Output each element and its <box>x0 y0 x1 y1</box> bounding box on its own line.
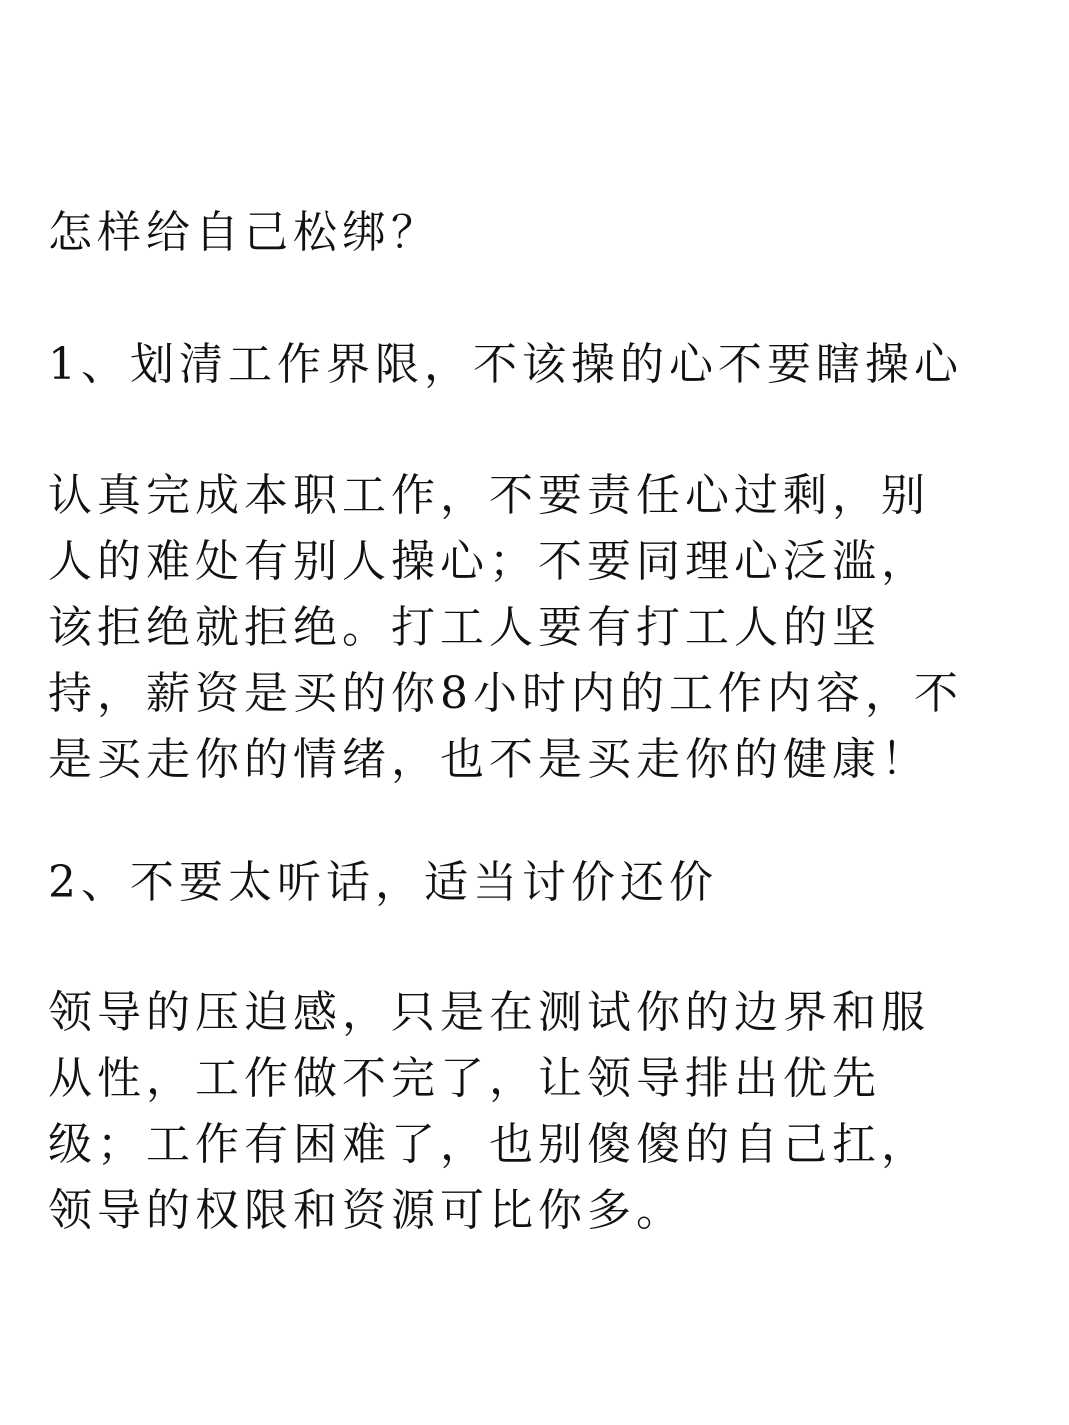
section-2-line: 领导的权限和资源可比你多。 <box>48 1185 685 1236</box>
section-2-line: 领导的压迫感，只是在测试你的边界和服 <box>48 987 930 1038</box>
section-1-line: 持，薪资是买的你8小时内的工作内容，不 <box>48 668 963 719</box>
section-1-line: 是买走你的情绪，也不是买走你的健康！ <box>48 734 930 785</box>
section-1-line: 该拒绝就拒绝。打工人要有打工人的坚 <box>48 602 881 653</box>
section-1-line: 人的难处有别人操心；不要同理心泛滥， <box>48 536 930 587</box>
section-1-heading: 1、划清工作界限，不该操的心不要瞎操心 <box>48 339 963 390</box>
section-2-heading: 2、不要太听话，适当讨价还价 <box>48 857 718 908</box>
section-2-line: 级；工作有困难了，也别傻傻的自己扛， <box>48 1119 930 1170</box>
page-title: 怎样给自己松绑？ <box>48 207 440 258</box>
section-2-line: 从性，工作做不完了，让领导排出优先 <box>48 1053 881 1104</box>
section-1-line: 认真完成本职工作，不要责任心过剩，别 <box>48 470 930 521</box>
